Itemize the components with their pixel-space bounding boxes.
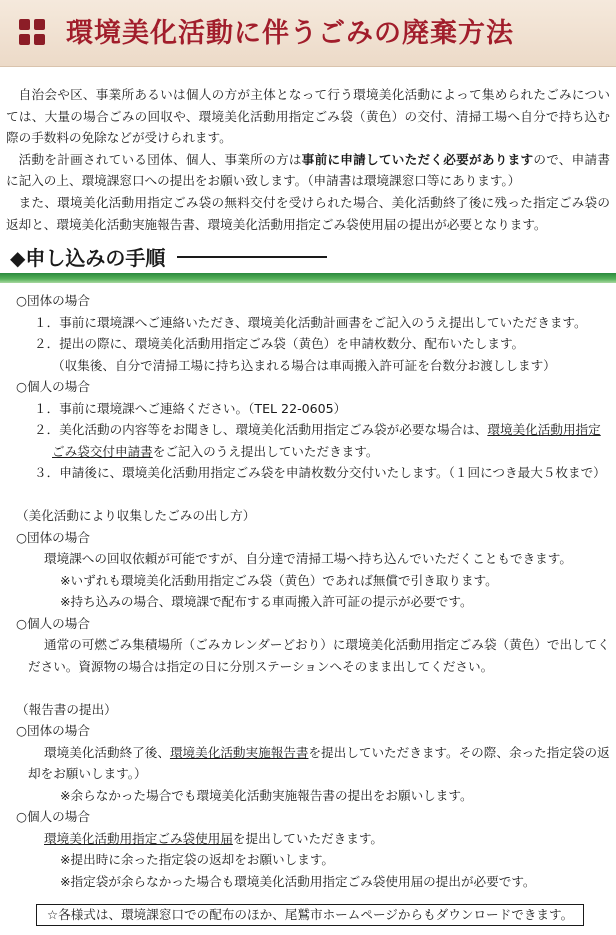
- green-divider: [0, 273, 616, 283]
- collection-group-text: 環境課への回収依頼が可能ですが、自分達で清掃工場へ持ち込んでいただくこともできます。: [44, 551, 572, 566]
- list-item: ２．提出の際に、環境美化活動用指定ごみ袋（黄色）を申請枚数分、配布いたします。: [34, 336, 525, 351]
- report-individual-text: 環境美化活動用指定ごみ袋使用届を提出していただきます。: [44, 830, 384, 846]
- group-label: ○団体の場合: [16, 529, 90, 545]
- individual-label: ○個人の場合: [16, 809, 90, 824]
- intro-text: [6, 84, 610, 235]
- download-notice: ☆各様式は、環境課窓口での配布のほか、尾鷲市ホームページからもダウンロードできます。: [36, 904, 584, 926]
- intro-paragraph-2: 活動を計画されている団体、個人、事業所の方は事前に申請していただく必要がありますので、申請書に記入の上、環境課窓口への提出をお願い致します。（申請書は環境課窓口等にあります。）: [6, 151, 611, 189]
- individual-label: ○個人の場合: [16, 379, 90, 394]
- individual-label: ○個人の場合: [16, 615, 90, 631]
- activity-report-link[interactable]: 環境美化活動実施報告書: [169, 744, 309, 760]
- page-title: 環境美化活動に伴うごみの廃棄方法: [66, 18, 514, 49]
- collection-heading: （美化活動により収集したごみの出し方）: [16, 508, 256, 523]
- note-text: ※指定袋が余らなかった場合も環境美化活動用指定ごみ袋使用届の提出が必要です。: [60, 873, 536, 889]
- group-label: ○団体の場合: [16, 723, 90, 738]
- intro-paragraph-1: 自治会や区、事業所あるいは個人の方が主体となって行う環境美化活動によって集められたごみについては、大量の場合ごみの回収や、環境美化活動用指定ごみ袋（黄色）の交付、清掃工場へ自分で持ち込む際の手数料の免除などが受けられます。: [6, 87, 610, 146]
- four-square-icon: [19, 19, 45, 45]
- bag-usage-form-link[interactable]: 環境美化活動用指定ごみ袋使用届: [44, 830, 233, 846]
- emphasis-text: 事前に申請していただく必要があります: [301, 151, 534, 167]
- list-item: ３．申請後に、環境美化活動用指定ごみ袋を申請枚数分交付いたします。（１回につき最大５枚まで）: [34, 465, 606, 480]
- list-note: （収集後、自分で清掃工場に持ち込まれる場合は車両搬入許可証を台数分お渡しします）: [52, 357, 556, 373]
- note-text: ※提出時に余った指定袋の返却をお願いします。: [60, 852, 335, 867]
- note-text: ※持ち込みの場合、環境課で配布する車両搬入許可証の提示が必要です。: [60, 594, 473, 609]
- collection-individual-text: 通常の可燃ごみ集積場所（ごみカレンダーどおり）に環境美化活動用指定ごみ袋（黄色）で出してください。資源物の場合は指定の日に分別ステーションへそのまま出してください。: [28, 637, 610, 674]
- list-item: １．事前に環境課へご連絡いただき、環境美化活動計画書をご記入のうえ提出していただきます。: [34, 314, 587, 330]
- title-banner: [0, 0, 616, 67]
- group-label: ○団体の場合: [16, 293, 90, 308]
- note-text: ※いずれも環境美化活動用指定ごみ袋（黄色）であれば無償で引き取ります。: [60, 572, 498, 588]
- list-item: ２．美化活動の内容等をお聞きし、環境美化活動用指定ごみ袋が必要な場合は、環境美化活動用指定ごみ袋交付申請書をご記入のうえ提出していただきます。: [34, 422, 601, 459]
- report-group-text: 環境美化活動終了後、環境美化活動実施報告書を提出していただきます。その際、余った指定袋の返却をお願いします。）: [28, 744, 610, 781]
- note-text: ※余らなかった場合でも環境美化活動実施報告書の提出をお願いします。: [60, 787, 473, 803]
- heading-rule: [177, 256, 327, 258]
- application-form-link[interactable]: 環境美化活動用指定ごみ袋交付申請書: [52, 422, 601, 459]
- section-heading: ◆申し込みの手順: [10, 242, 327, 271]
- report-heading: （報告書の提出）: [16, 701, 117, 717]
- list-item: １．事前に環境課へご連絡ください。（TEL 22-0605）: [34, 400, 347, 416]
- intro-paragraph-3: また、環境美化活動用指定ごみ袋の無料交付を受けられた場合、美化活動終了後に残った指定ごみ袋の返却と、環境美化活動実施報告書、環境美化活動用指定ごみ袋使用届の提出が必要となります。: [6, 194, 610, 232]
- procedure-body: [6, 290, 612, 892]
